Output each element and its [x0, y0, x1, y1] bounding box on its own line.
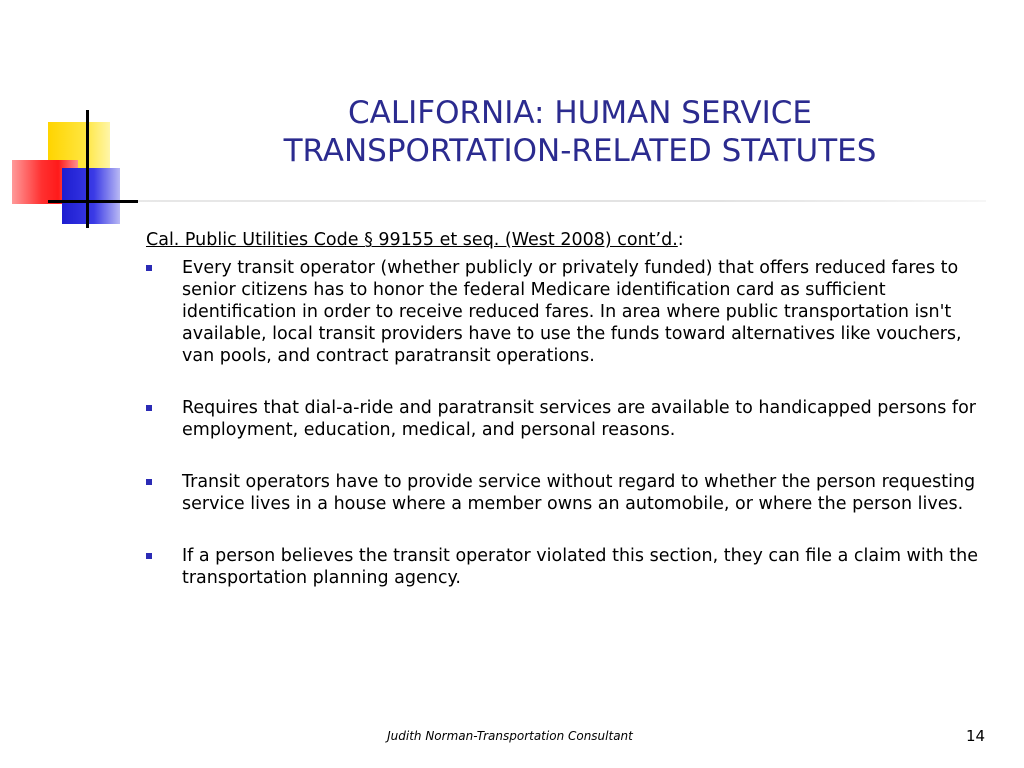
slide-body — [146, 229, 996, 619]
square-bullet-icon — [146, 405, 152, 411]
square-bullet-icon — [146, 479, 152, 485]
slide-footer — [0, 729, 1024, 743]
vertical-line-shape — [86, 110, 89, 228]
list-item — [146, 471, 996, 515]
subheading-colon: : — [677, 230, 684, 250]
page-number: 14 — [966, 727, 986, 745]
list-item — [146, 397, 996, 441]
bullet-text: Transit operators have to provide service without regard to whether the person requesting service lives in a house where a member owns an automobile, or where the person lives. — [182, 472, 976, 514]
square-bullet-icon — [146, 553, 152, 559]
bullet-list — [146, 257, 996, 589]
footer-text: Judith Norman-Transportation Consultant — [387, 729, 633, 743]
bullet-text: Requires that dial-a-ride and paratransit services are available to handicapped persons for employment, education, medical, and personal reasons. — [182, 398, 976, 440]
slide-title-line-2: TRANSPORTATION-RELATED STATUTES — [283, 133, 877, 169]
title-divider-line — [86, 200, 986, 202]
statute-citation-link[interactable]: Cal. Public Utilities Code § 99155 et seq. (West 2008) cont’d. — [146, 230, 678, 250]
square-bullet-icon — [146, 265, 152, 271]
list-item — [146, 257, 996, 367]
horizontal-line-shape — [48, 200, 138, 203]
blue-square-shape — [62, 168, 120, 224]
decorative-logo — [0, 0, 160, 240]
bullet-text: Every transit operator (whether publicly or privately funded) that offers reduced fares to senior citizens has to honor the federal Medicare identification card as sufficient identification in order to receive reduced fares. In area where public transportation isn't available, local transit providers have to use the funds toward alternatives like vouchers, van pools, and contract paratransit operations. — [182, 258, 962, 366]
bullet-text: If a person believes the transit operator violated this section, they can file a claim with the transportation planning agency. — [182, 546, 978, 588]
slide-title — [200, 94, 960, 170]
list-item — [146, 545, 996, 589]
slide-title-line-1: CALIFORNIA: HUMAN SERVICE — [347, 95, 813, 131]
subheading — [146, 229, 996, 251]
